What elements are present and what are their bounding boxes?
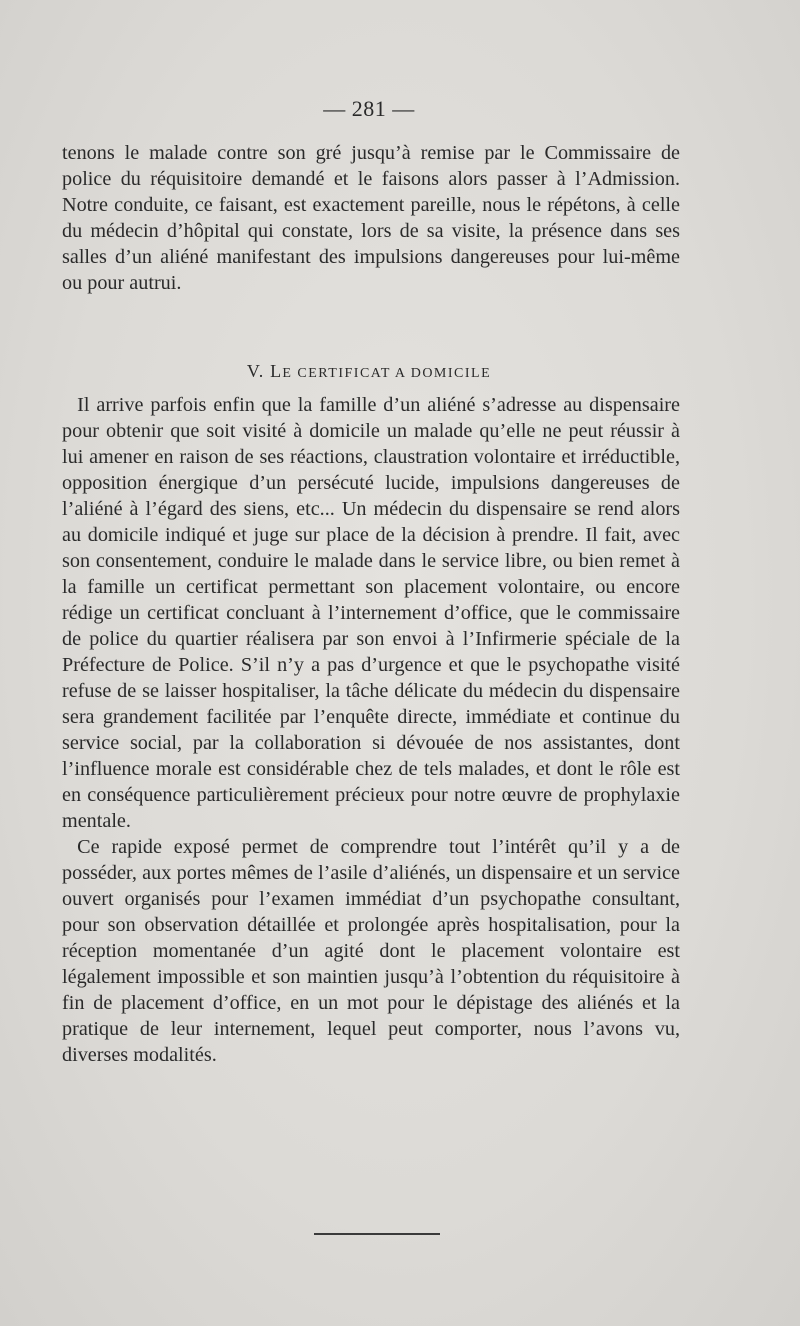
- section-heading-title: E CERTIFICAT A DOMICILE: [282, 366, 492, 381]
- paragraph: Il arrive parfois enfin que la famille d’un aliéné s’adresse au dispensaire pour obtenir que soit visité à domicile un malade qu’elle ne peut réussir à lui amener en raison de ses réactions, claustration volontaire et irréductible, opposition énergique d’un persécuté lucide, impulsions dangereuses de l’aliéné à l’égard des siens, etc... Un médecin du dispensaire se rend alors au domicile indiqué et juge sur place de la décision à prendre. Il fait, avec son consentement, conduire le malade dans le service libre, ou bien remet à la famille un certificat permettant son placement volontaire, ou encore rédige un certificat concluant à l’internement d’office, que le commissaire de police du quartier réalisera par son envoi à l’Infirmerie spéciale de la Préfecture de Police. S’il n’y a pas d’urgence et que le psychopathe visité refuse de se laisser hospitaliser, la tâche délicate du médecin du dispensaire sera grandement facilitée par l’enquête directe, immédiate et continue du service social, par la collaboration si dévouée de nos assistantes, dont l’influence morale est considérable chez de tels malades, et dont le rôle est en conséquence particulièrement précieux pour notre œuvre de prophylaxie mentale.: [62, 394, 680, 832]
- section-heading: [0, 361, 738, 382]
- page-number: — 281 —: [323, 96, 415, 121]
- end-rule: [314, 1233, 440, 1235]
- section-heading-numeral: V. L: [246, 361, 283, 381]
- text-block-top: [62, 140, 680, 296]
- text-block-section: [62, 392, 680, 1068]
- paragraph: tenons le malade contre son gré jusqu’à remise par le Commissaire de police du réquisitoire demandé et le faisons alors passer à l’Admission. Notre conduite, ce faisant, est exactement pareille, nous le répétons, à celle du médecin d’hôpital qui constate, lors de sa visite, la présence dans ses salles d’un aliéné manifestant des impulsions dangereuses pour lui-même ou pour autrui.: [62, 142, 680, 294]
- paragraph: Ce rapide exposé permet de comprendre tout l’intérêt qu’il y a de posséder, aux portes mêmes de l’asile d’aliénés, un dispensaire et un service ouvert organisés pour l’examen immédiat d’un psychopathe consultant, pour son observation détaillée et prolongée après hospitalisation, pour la réception momentanée d’un agité dont le placement volontaire est légalement impossible et son maintien jusqu’à l’obtention du réquisitoire à fin de placement d’office, en un mot pour le dépistage des aliénés et la pratique de leur internement, lequel peut comporter, nous l’avons vu, diverses modalités.: [62, 836, 680, 1066]
